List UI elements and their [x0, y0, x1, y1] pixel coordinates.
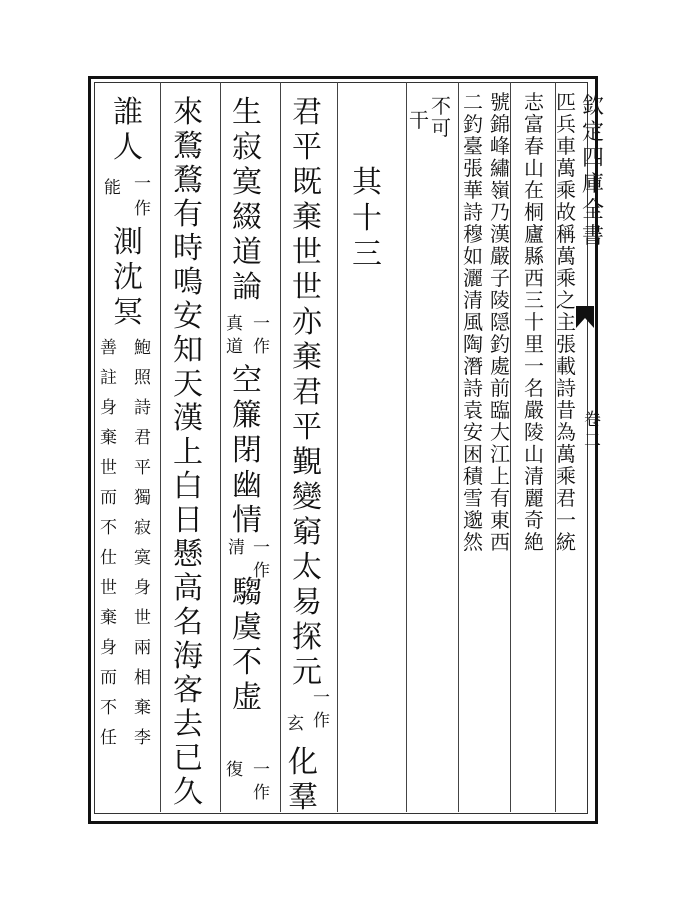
glyph: 志 [524, 90, 544, 114]
glyph: 困 [463, 442, 483, 466]
glyph: 一 [524, 354, 544, 378]
glyph: 世 [100, 578, 117, 598]
glyph: 玄 [287, 714, 304, 734]
commentary-col11-a [134, 340, 151, 760]
glyph: 名 [524, 376, 544, 400]
glyph: 陵 [490, 288, 510, 312]
glyph: 穆 [463, 222, 483, 246]
glyph: 簾 [232, 398, 262, 433]
text-column-11b [113, 225, 143, 333]
glyph: 嶺 [490, 178, 510, 202]
glyph: 元 [292, 655, 322, 690]
glyph: 陶 [463, 332, 483, 356]
glyph: 隠 [490, 310, 510, 334]
glyph: 華 [463, 178, 483, 202]
glyph: 詩 [463, 376, 483, 400]
glyph: 詩 [463, 200, 483, 224]
glyph: 幽 [232, 468, 262, 503]
note-col9-f [226, 762, 243, 785]
column-rule [220, 82, 221, 812]
glyph: 作 [313, 711, 330, 731]
glyph: 一 [313, 688, 330, 708]
glyph: 不 [431, 94, 451, 118]
note-col9-a [253, 316, 270, 362]
glyph: 一 [253, 538, 270, 558]
glyph: 一 [253, 760, 270, 780]
glyph: 作 [253, 783, 270, 803]
glyph: 二 [584, 431, 601, 451]
glyph: 三 [524, 288, 544, 312]
glyph: 可 [431, 116, 451, 140]
glyph: 東 [490, 508, 510, 532]
glyph: 三 [352, 237, 382, 272]
glyph: 天 [173, 367, 203, 402]
glyph: 乃 [490, 200, 510, 224]
glyph: 鮑 [134, 338, 151, 358]
glyph: 庫 [582, 172, 605, 197]
glyph: 有 [173, 197, 203, 232]
text-column-8b [288, 745, 318, 818]
glyph: 四 [582, 146, 605, 171]
glyph: 富 [524, 112, 544, 136]
glyph: 其 [352, 165, 382, 200]
glyph: 主 [556, 310, 576, 334]
glyph: 兵 [556, 112, 576, 136]
column-rule [458, 82, 459, 812]
glyph: 縣 [524, 244, 544, 268]
glyph: 干 [409, 108, 429, 132]
glyph: 測 [113, 225, 143, 260]
glyph: 身 [100, 638, 117, 658]
glyph: 安 [173, 299, 203, 334]
glyph: 白 [173, 469, 203, 504]
glyph: 平 [292, 130, 322, 165]
glyph: 覲 [292, 445, 322, 480]
glyph: 寂 [134, 518, 151, 538]
glyph: 臺 [463, 134, 483, 158]
glyph: 窮 [292, 515, 322, 550]
glyph: 平 [134, 458, 151, 478]
glyph: 廬 [524, 222, 544, 246]
note-col9-b [226, 316, 243, 362]
glyph: 乘 [556, 178, 576, 202]
column-rule [406, 82, 407, 812]
glyph: 有 [490, 486, 510, 510]
glyph: 棄 [100, 428, 117, 448]
glyph: 棄 [134, 698, 151, 718]
glyph: 人 [113, 130, 143, 165]
glyph: 張 [463, 156, 483, 180]
glyph: 漢 [173, 401, 203, 436]
glyph: 任 [100, 728, 117, 748]
glyph: 而 [100, 488, 117, 508]
glyph: 虚 [232, 680, 262, 715]
glyph: 平 [292, 410, 322, 445]
glyph: 上 [173, 435, 203, 470]
glyph: 一 [253, 314, 270, 334]
glyph: 不 [232, 645, 262, 680]
text-column-1 [556, 92, 576, 554]
glyph: 鳴 [173, 265, 203, 300]
text-column-2 [524, 92, 544, 554]
glyph: 君 [292, 95, 322, 130]
glyph: 世 [134, 608, 151, 628]
glyph: 錦 [490, 112, 510, 136]
text-column-4 [463, 92, 483, 554]
glyph: 不 [100, 518, 117, 538]
glyph: 一 [556, 508, 576, 532]
glyph: 變 [292, 480, 322, 515]
glyph: 兩 [134, 638, 151, 658]
glyph: 奇 [524, 508, 544, 532]
glyph: 臨 [490, 398, 510, 422]
glyph: 照 [134, 368, 151, 388]
glyph: 作 [134, 199, 151, 219]
glyph: 作 [253, 337, 270, 357]
glyph: 論 [232, 270, 262, 305]
glyph: 名 [173, 605, 203, 640]
glyph: 統 [556, 530, 576, 554]
glyph: 獨 [134, 488, 151, 508]
glyph: 前 [490, 376, 510, 400]
glyph: 稱 [556, 222, 576, 246]
glyph: 張 [556, 332, 576, 356]
glyph: 袁 [463, 398, 483, 422]
glyph: 鶩 [173, 129, 203, 164]
glyph: 來 [173, 95, 203, 130]
glyph: 能 [104, 178, 121, 198]
glyph: 君 [134, 428, 151, 448]
glyph: 棄 [292, 200, 322, 235]
glyph: 在 [524, 178, 544, 202]
book-title [582, 96, 604, 252]
glyph: 羣 [288, 780, 318, 815]
glyph: 已 [173, 741, 203, 776]
glyph: 棄 [292, 340, 322, 375]
glyph: 閉 [232, 433, 262, 468]
glyph: 陵 [524, 420, 544, 444]
glyph: 處 [490, 354, 510, 378]
glyph: 真 [226, 314, 243, 334]
glyph: 久 [173, 775, 203, 810]
glyph: 道 [226, 337, 243, 357]
glyph: 棄 [100, 608, 117, 628]
glyph: 車 [556, 134, 576, 158]
glyph: 太 [292, 550, 322, 585]
glyph: 寞 [134, 548, 151, 568]
glyph: 李 [134, 728, 151, 748]
glyph: 峰 [490, 134, 510, 158]
text-column-9b [232, 363, 262, 541]
glyph: 雪 [463, 486, 483, 510]
glyph: 上 [490, 464, 510, 488]
note-col9-d [228, 540, 245, 563]
glyph: 為 [556, 420, 576, 444]
glyph: 既 [292, 165, 322, 200]
glyph: 潛 [463, 354, 483, 378]
glyph: 世 [292, 270, 322, 305]
glyph: 空 [232, 363, 262, 398]
text-column-6 [409, 110, 429, 132]
glyph: 繡 [490, 156, 510, 180]
glyph: 情 [232, 503, 262, 538]
text-column-5 [431, 96, 451, 140]
glyph: 虞 [232, 610, 262, 645]
glyph: 復 [226, 760, 243, 780]
glyph: 知 [173, 333, 203, 368]
glyph: 相 [134, 668, 151, 688]
glyph: 山 [524, 156, 544, 180]
glyph: 大 [490, 420, 510, 444]
glyph: 故 [556, 200, 576, 224]
text-column-9c [232, 575, 262, 718]
glyph: 嚴 [490, 244, 510, 268]
glyph: 春 [524, 134, 544, 158]
glyph: 世 [292, 235, 322, 270]
note-col11-b [104, 180, 121, 205]
glyph: 探 [292, 620, 322, 655]
glyph: 山 [524, 442, 544, 466]
text-column-8 [292, 95, 322, 693]
text-column-3 [490, 92, 510, 554]
glyph: 善 [100, 338, 117, 358]
glyph: 去 [173, 707, 203, 742]
glyph: 懸 [173, 537, 203, 572]
glyph: 乘 [556, 464, 576, 488]
glyph: 釣 [490, 332, 510, 356]
glyph: 世 [100, 458, 117, 478]
glyph: 灑 [463, 266, 483, 290]
glyph: 沈 [113, 260, 143, 295]
glyph: 欽 [582, 94, 605, 119]
fish-tail-mark-icon [576, 306, 594, 328]
glyph: 嚴 [524, 398, 544, 422]
glyph: 海 [173, 639, 203, 674]
glyph: 西 [490, 530, 510, 554]
glyph: 書 [582, 224, 605, 249]
glyph: 子 [490, 266, 510, 290]
glyph: 化 [288, 745, 318, 780]
poem-heading [352, 165, 382, 276]
glyph: 十 [352, 201, 382, 236]
glyph: 騶 [232, 575, 262, 610]
glyph: 萬 [556, 244, 576, 268]
glyph: 西 [524, 266, 544, 290]
glyph: 君 [292, 375, 322, 410]
glyph: 定 [582, 120, 605, 145]
glyph: 如 [463, 244, 483, 268]
glyph: 昔 [556, 398, 576, 422]
text-column-9 [232, 95, 262, 308]
text-column-10 [173, 95, 203, 812]
note-col8-b [287, 716, 304, 739]
glyph: 冥 [113, 295, 143, 330]
glyph: 清 [228, 538, 245, 558]
page-border-inner [94, 82, 588, 814]
glyph: 清 [463, 288, 483, 312]
glyph: 註 [100, 368, 117, 388]
glyph: 亦 [292, 305, 322, 340]
glyph: 江 [490, 442, 510, 466]
column-rule [280, 82, 281, 812]
glyph: 寂 [232, 130, 262, 165]
commentary-col11-b [100, 340, 117, 760]
glyph: 生 [232, 95, 262, 130]
glyph: 乘 [556, 266, 576, 290]
text-column-11 [113, 95, 143, 168]
column-rule [160, 82, 161, 812]
glyph: 清 [524, 464, 544, 488]
glyph: 十 [524, 310, 544, 334]
glyph: 卷 [584, 410, 601, 430]
glyph: 萬 [556, 156, 576, 180]
glyph: 漢 [490, 222, 510, 246]
glyph: 積 [463, 464, 483, 488]
glyph: 君 [556, 486, 576, 510]
glyph: 麗 [524, 486, 544, 510]
glyph: 詩 [556, 376, 576, 400]
glyph: 高 [173, 571, 203, 606]
column-rule [337, 82, 338, 812]
glyph: 綴 [232, 200, 262, 235]
glyph: 易 [292, 585, 322, 620]
volume-label [584, 412, 601, 454]
glyph: 匹 [556, 90, 576, 114]
glyph: 絶 [524, 530, 544, 554]
glyph: 一 [134, 174, 151, 194]
glyph: 鶩 [173, 163, 203, 198]
glyph: 安 [463, 420, 483, 444]
glyph: 而 [100, 668, 117, 688]
glyph: 身 [134, 578, 151, 598]
glyph: 號 [490, 90, 510, 114]
glyph: 誰 [113, 95, 143, 130]
glyph: 身 [100, 398, 117, 418]
glyph: 詩 [134, 398, 151, 418]
note-col8-a [313, 690, 330, 736]
glyph: 客 [173, 673, 203, 708]
note-col11-a [134, 176, 151, 226]
glyph: 仕 [100, 548, 117, 568]
column-rule [510, 82, 511, 812]
glyph: 載 [556, 354, 576, 378]
glyph: 道 [232, 235, 262, 270]
note-col9-e [253, 762, 270, 808]
glyph: 之 [556, 288, 576, 312]
glyph: 寞 [232, 165, 262, 200]
glyph: 萬 [556, 442, 576, 466]
glyph: 全 [582, 198, 605, 223]
glyph: 作 [253, 561, 270, 581]
glyph: 日 [173, 503, 203, 538]
glyph: 不 [100, 698, 117, 718]
glyph: 桐 [524, 200, 544, 224]
glyph: 釣 [463, 112, 483, 136]
glyph: 風 [463, 310, 483, 334]
glyph: 邈 [463, 508, 483, 532]
glyph: 里 [524, 332, 544, 356]
glyph: 然 [463, 530, 483, 554]
glyph: 時 [173, 231, 203, 266]
glyph: 二 [463, 90, 483, 114]
